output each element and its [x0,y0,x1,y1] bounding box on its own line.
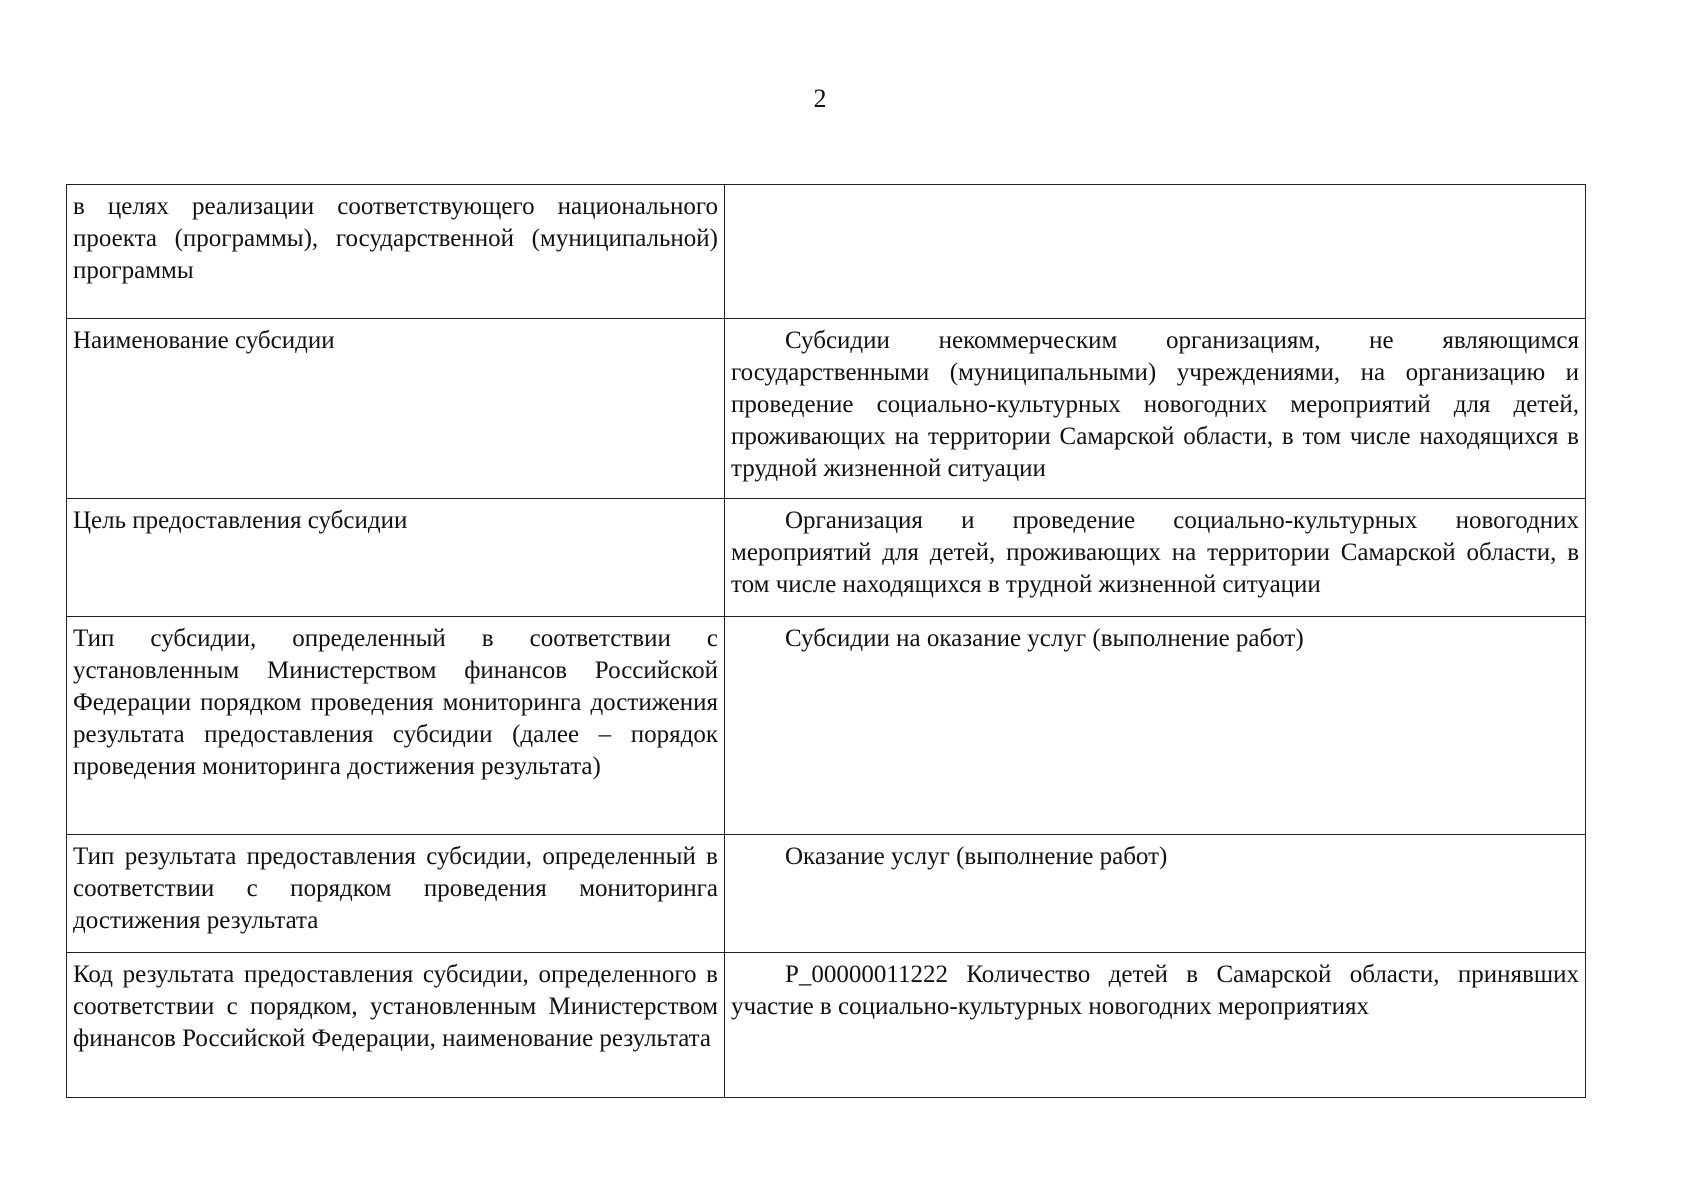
row-label: Цель предоставления субсидии [67,499,725,617]
table-row [67,617,1586,835]
table-row [67,319,1586,499]
page-number: 2 [813,84,827,113]
row-label: Тип результата предоставления субсидии, определенный в соответствии с порядком проведения мониторинга достижения результата [67,835,725,953]
row-label: Наименование субсидии [67,319,725,499]
row-label: Код результата предоставления субсидии, определенного в соответствии с порядком, установленным Министерством финансов Российской Федерации, наименование результата [67,953,725,1098]
table-row [67,185,1586,319]
row-label: в целях реализации соответствующего национального проекта (программы), государственной (муниципальной) программы [67,185,725,319]
row-value [725,185,1586,319]
row-value: Субсидии некоммерческим организациям, не являющимся государственными (муниципальными) учреждениями, на организацию и проведение социально-культурных новогодних мероприятий для детей, проживающих на территории Самарской области, в том числе находящихся в трудной жизненной ситуации [725,319,1586,499]
table-row [67,499,1586,617]
result-name: Количество детей в Самарской области, принявших участие в социально-культурных новогодних мероприятиях [731,961,1579,1020]
result-code: P_00000011222 [785,961,948,988]
row-value [725,953,1586,1098]
table-row [67,953,1586,1098]
table-row [67,835,1586,953]
subsidy-info-table [66,184,1586,1098]
row-value: Оказание услуг (выполнение работ) [725,835,1586,953]
row-value: Организация и проведение социально-культурных новогодних мероприятий для детей, проживающих на территории Самарской области, в том числе находящихся в трудной жизненной ситуации [725,499,1586,617]
row-label: Тип субсидии, определенный в соответствии с установленным Министерством финансов Российской Федерации порядком проведения мониторинга достижения результата предоставления субсидии (далее – порядок проведения мониторинга достижения результата) [67,617,725,835]
row-value: Субсидии на оказание услуг (выполнение работ) [725,617,1586,835]
